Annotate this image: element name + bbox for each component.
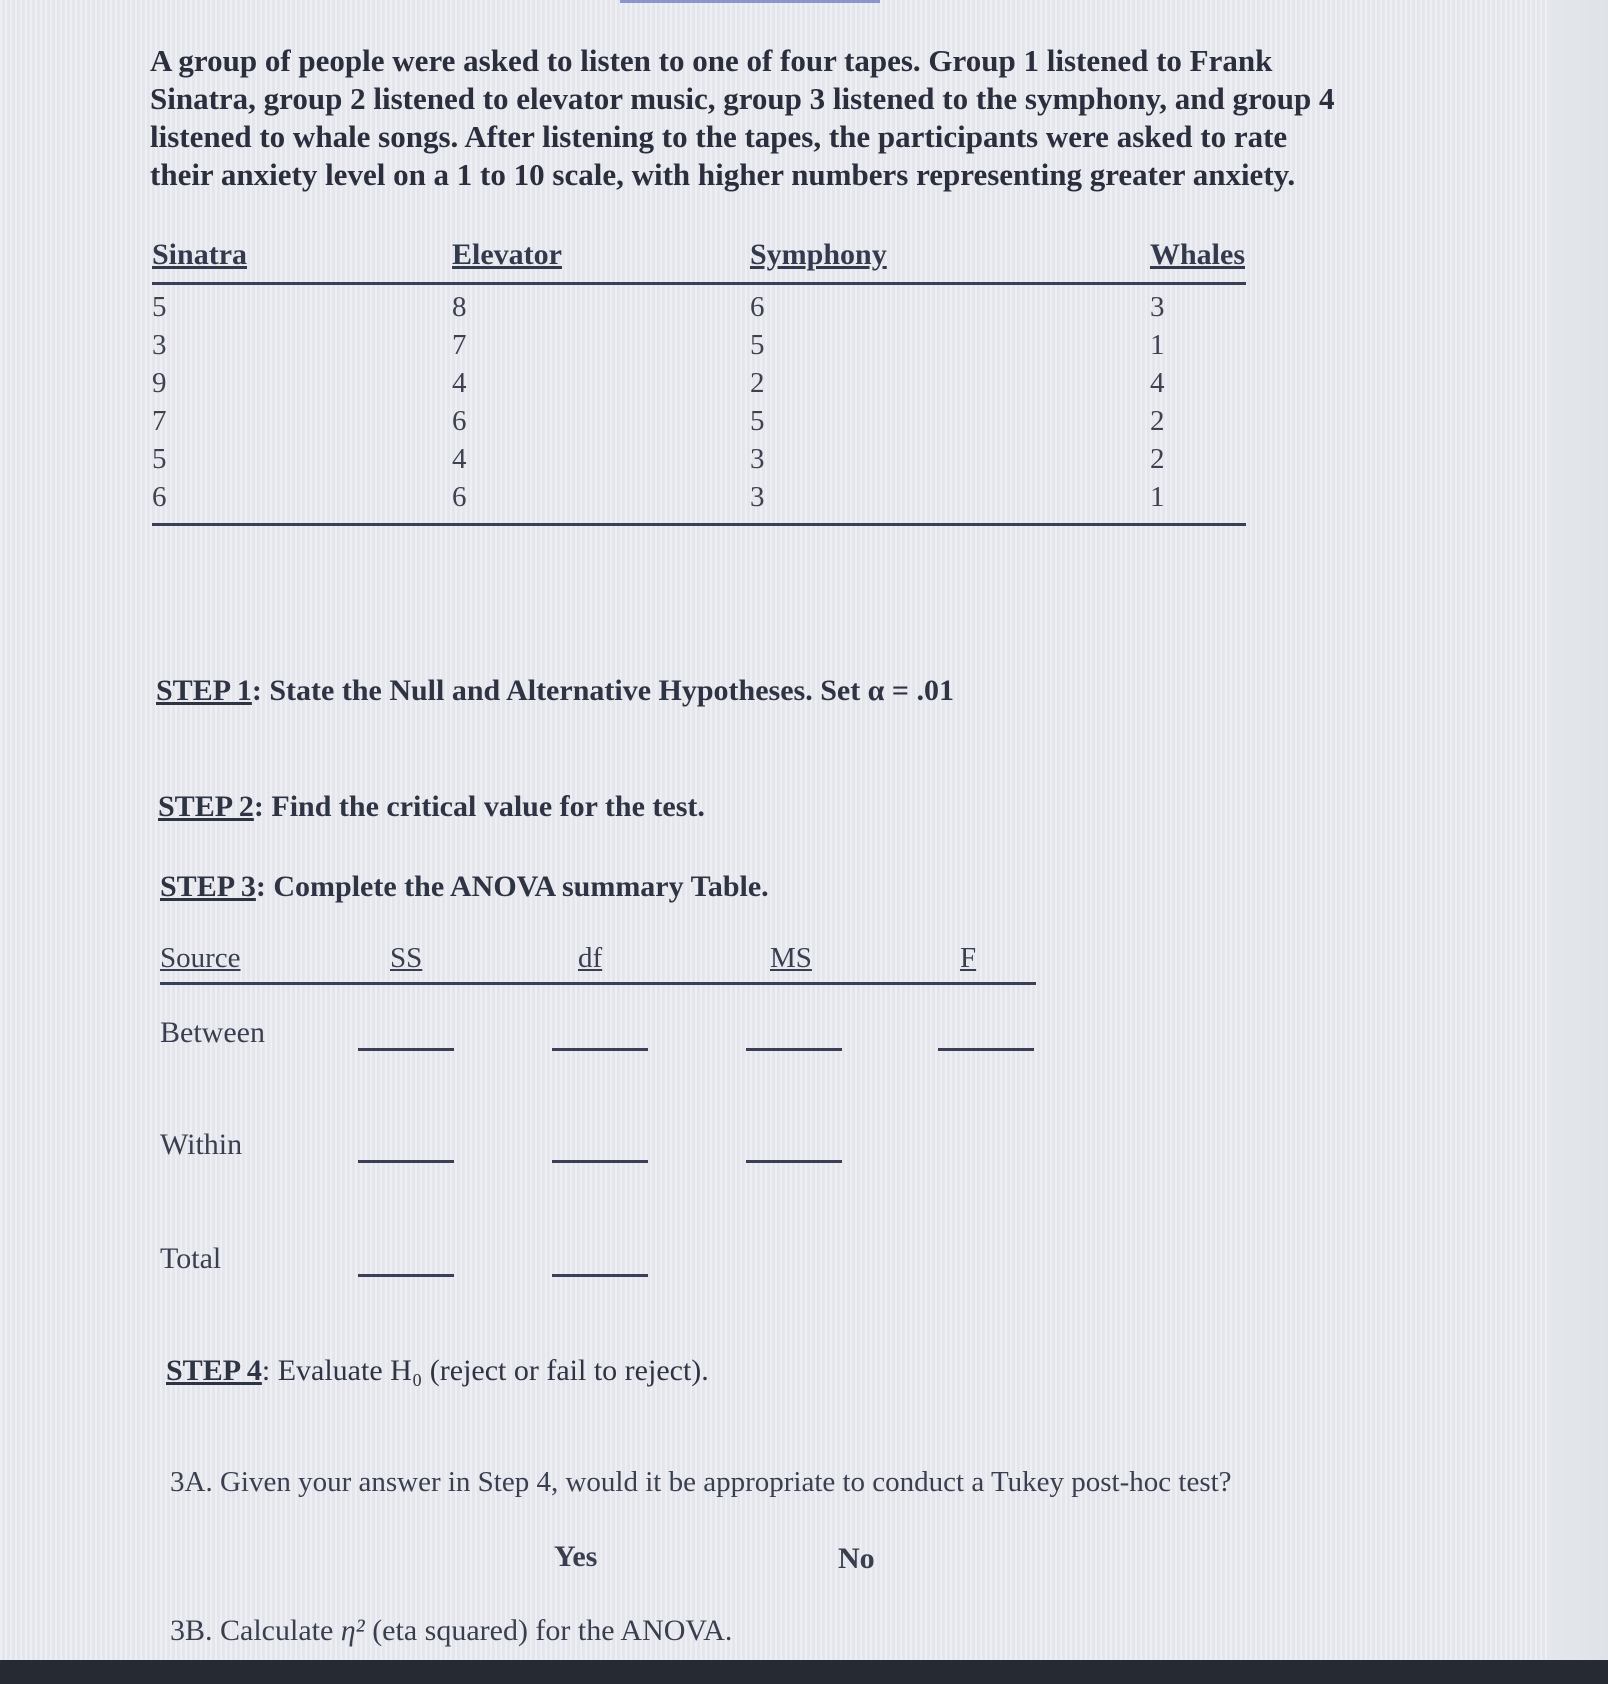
cell: 5 xyxy=(152,291,167,323)
no-option[interactable]: No xyxy=(838,1542,875,1575)
step-1-text: : State the Null and Alternative Hypotheses. Set α = .01 xyxy=(251,674,955,707)
data-table-body xyxy=(152,285,1246,526)
cell: 3 xyxy=(750,443,765,475)
table-row xyxy=(152,405,1246,443)
row-total: Total xyxy=(160,1242,222,1275)
q3b-prefix: 3B. Calculate xyxy=(170,1614,341,1647)
between-ss-blank[interactable] xyxy=(358,1048,454,1051)
q3b-suffix: (eta squared) for the ANOVA. xyxy=(364,1614,733,1647)
data-table-header xyxy=(152,238,1246,285)
question-3b xyxy=(170,1614,732,1648)
header-elevator: Elevator xyxy=(452,238,562,271)
row-between: Between xyxy=(160,1016,265,1049)
cell: 6 xyxy=(152,481,167,513)
cell: 4 xyxy=(452,367,467,399)
anova-summary-table xyxy=(160,942,1036,1275)
cell: 2 xyxy=(1150,405,1165,437)
cell: 1 xyxy=(1150,481,1165,513)
cell: 2 xyxy=(1150,443,1165,475)
table-row xyxy=(152,291,1246,329)
bottom-dark-bar xyxy=(0,1660,1608,1684)
cell: 4 xyxy=(452,443,467,475)
table-row xyxy=(152,367,1246,405)
within-df-blank[interactable] xyxy=(552,1160,648,1163)
step-1 xyxy=(156,674,954,708)
between-df-blank[interactable] xyxy=(552,1048,648,1051)
top-edge-line xyxy=(620,0,880,3)
cell: 7 xyxy=(452,329,467,361)
cell: 3 xyxy=(1150,291,1165,323)
step-2 xyxy=(158,790,705,824)
cell: 4 xyxy=(1150,367,1165,399)
cell: 3 xyxy=(750,481,765,513)
within-ss-blank[interactable] xyxy=(358,1160,454,1163)
header-symphony: Symphony xyxy=(750,238,887,271)
header-sinatra: Sinatra xyxy=(152,238,248,271)
page-right-edge xyxy=(1548,0,1608,1660)
cell: 3 xyxy=(152,329,167,361)
step-3 xyxy=(160,870,769,904)
problem-statement: A group of people were asked to listen to one of four tapes. Group 1 listened to Frank Sinatra, group 2 listened to elevator music, group 3 listened to the symphony, and group 4 listened to whale songs. After listening to the tapes, the participants were asked to rate their anxiety level on a 1 to 10 scale, with higher numbers representing greater anxiety. xyxy=(150,43,1335,192)
header-df: df xyxy=(578,942,603,974)
table-row xyxy=(152,443,1246,481)
between-f-blank[interactable] xyxy=(938,1048,1034,1051)
cell: 5 xyxy=(750,329,765,361)
step-2-text: : Find the critical value for the test. xyxy=(253,790,705,823)
header-whales: Whales xyxy=(1150,238,1246,271)
step-3-label: STEP 3 xyxy=(160,870,256,903)
table-row xyxy=(152,481,1246,519)
cell: 9 xyxy=(152,367,167,399)
cell: 6 xyxy=(452,405,467,437)
step-4-label: STEP 4 xyxy=(166,1354,262,1387)
step-3-text: : Complete the ANOVA summary Table. xyxy=(255,870,769,903)
between-ms-blank[interactable] xyxy=(746,1048,842,1051)
anxiety-data-table xyxy=(152,238,1246,526)
table-row xyxy=(152,329,1246,367)
within-ms-blank[interactable] xyxy=(746,1160,842,1163)
cell: 6 xyxy=(452,481,467,513)
total-df-blank[interactable] xyxy=(552,1274,648,1277)
row-within: Within xyxy=(160,1128,243,1161)
step-4 xyxy=(166,1354,709,1388)
cell: 6 xyxy=(750,291,765,323)
anova-header xyxy=(160,942,1036,985)
header-ss: SS xyxy=(390,942,423,974)
eta-squared-symbol: η² xyxy=(340,1614,365,1647)
cell: 7 xyxy=(152,405,167,437)
cell: 5 xyxy=(152,443,167,475)
yes-option[interactable]: Yes xyxy=(554,1540,598,1573)
cell: 2 xyxy=(750,367,765,399)
cell: 8 xyxy=(452,291,467,323)
step-2-label: STEP 2 xyxy=(158,790,254,823)
header-ms: MS xyxy=(770,942,812,974)
total-ss-blank[interactable] xyxy=(358,1274,454,1277)
step-4-text: : Evaluate H₀ (reject or fail to reject). xyxy=(261,1354,709,1387)
header-source: Source xyxy=(160,942,241,974)
header-f: F xyxy=(960,942,977,974)
question-3a: 3A. Given your answer in Step 4, would it be appropriate to conduct a Tukey post-hoc test? xyxy=(170,1466,1232,1498)
cell: 5 xyxy=(750,405,765,437)
step-1-label: STEP 1 xyxy=(156,674,252,707)
cell: 1 xyxy=(1150,329,1165,361)
